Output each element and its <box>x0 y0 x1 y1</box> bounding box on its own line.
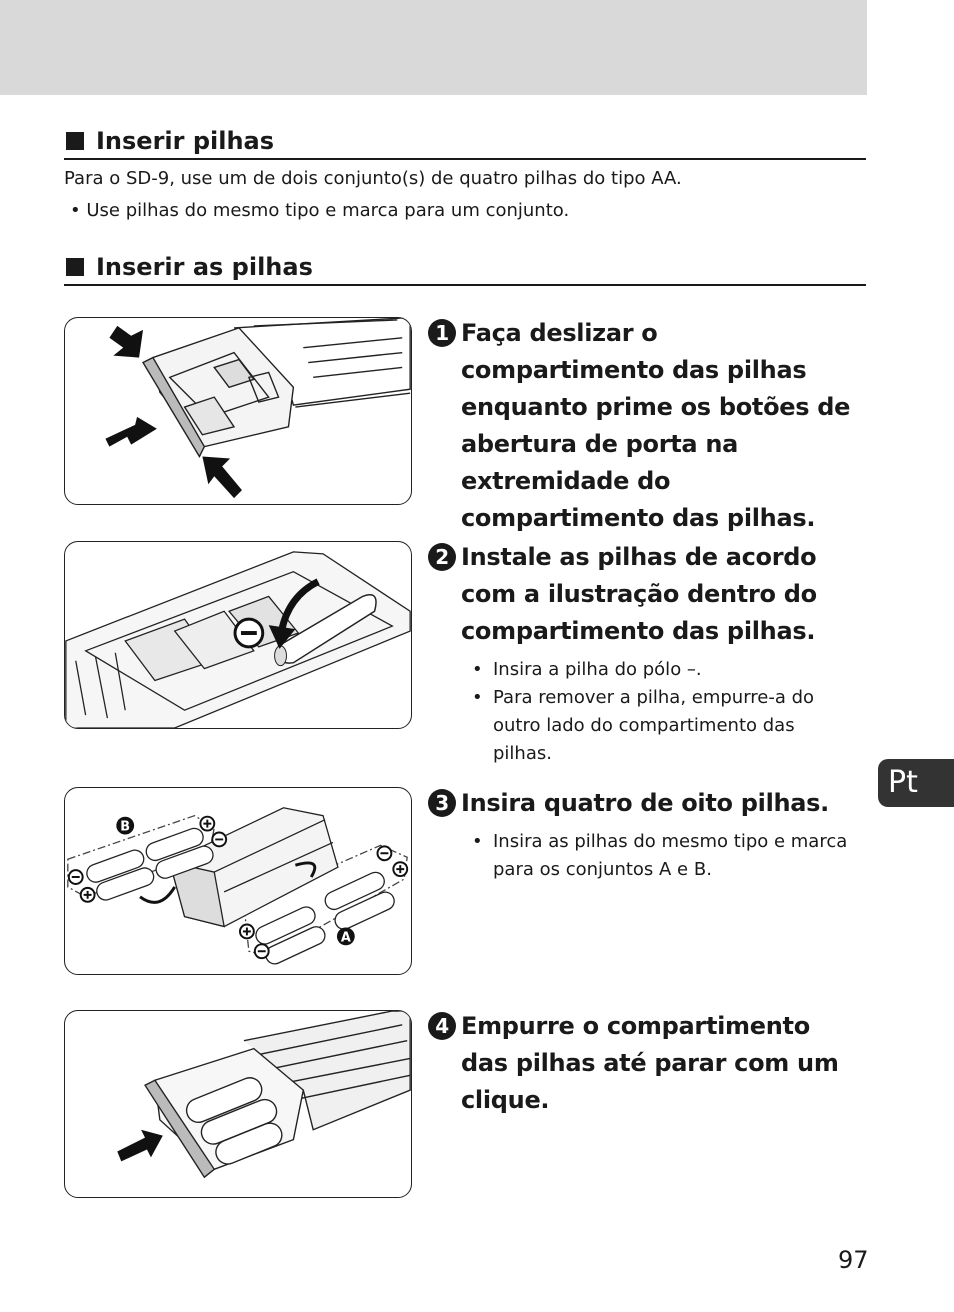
section-heading-inserir-as-pilhas <box>64 250 866 286</box>
square-bullet-icon <box>66 258 84 276</box>
step-1 <box>428 315 858 537</box>
list-item: • Para remover a pilha, empurre-a do outro lado do compartimento das pilhas. <box>472 684 858 768</box>
step-1-title <box>428 315 858 537</box>
section-heading-inserir-pilhas <box>64 124 866 160</box>
step-number-icon: 4 <box>428 1012 456 1040</box>
illustration-step-2 <box>64 541 412 729</box>
set-b-label: B <box>120 819 131 835</box>
section-title: Inserir as pilhas <box>96 253 313 281</box>
list-item: • Insira as pilhas do mesmo tipo e marca para os conjuntos A e B. <box>472 828 858 884</box>
page-number: 97 <box>838 1246 869 1274</box>
square-bullet-icon <box>66 132 84 150</box>
step-4-title <box>428 1008 858 1119</box>
set-a-label: A <box>340 930 351 946</box>
intro-bullet: • Use pilhas do mesmo tipo e marca para um conjunto. <box>70 200 570 221</box>
intro-text: Para o SD-9, use um de dois conjunto(s) de quatro pilhas do tipo AA. <box>64 168 682 189</box>
step-4-text: Empurre o compartimento das pilhas até parar com um clique. <box>461 1012 839 1114</box>
illustration-step-4 <box>64 1010 412 1198</box>
step-2 <box>428 539 858 768</box>
step-3 <box>428 785 858 884</box>
header-band <box>0 0 867 95</box>
step-number-icon: 3 <box>428 789 456 817</box>
step-number-icon: 1 <box>428 319 456 347</box>
step-1-text: Faça deslizar o compartimento das pilhas enquanto prime os botões de abertura de porta na extremidade do compartimento das pilhas. <box>461 319 851 532</box>
illustration-step-1 <box>64 317 412 505</box>
list-item: • Insira a pilha do pólo –. <box>472 656 858 684</box>
battery-insert-drawing <box>65 542 411 728</box>
step-number-icon: 2 <box>428 543 456 571</box>
illustration-step-3 <box>64 787 412 975</box>
language-tab: Pt <box>878 759 954 807</box>
eight-batteries-sets-drawing <box>65 788 411 974</box>
push-holder-back-drawing <box>65 1011 411 1197</box>
battery-holder-slide-out-drawing <box>65 318 411 504</box>
step-2-title <box>428 539 858 650</box>
step-3-title <box>428 785 858 822</box>
step-2-text: Instale as pilhas de acordo com a ilustração dentro do compartimento das pilhas. <box>461 543 817 645</box>
section-title: Inserir pilhas <box>96 127 275 155</box>
step-4 <box>428 1008 858 1119</box>
step-3-text: Insira quatro de oito pilhas. <box>461 789 829 817</box>
step-3-bullets <box>428 828 858 884</box>
step-2-bullets <box>428 656 858 768</box>
